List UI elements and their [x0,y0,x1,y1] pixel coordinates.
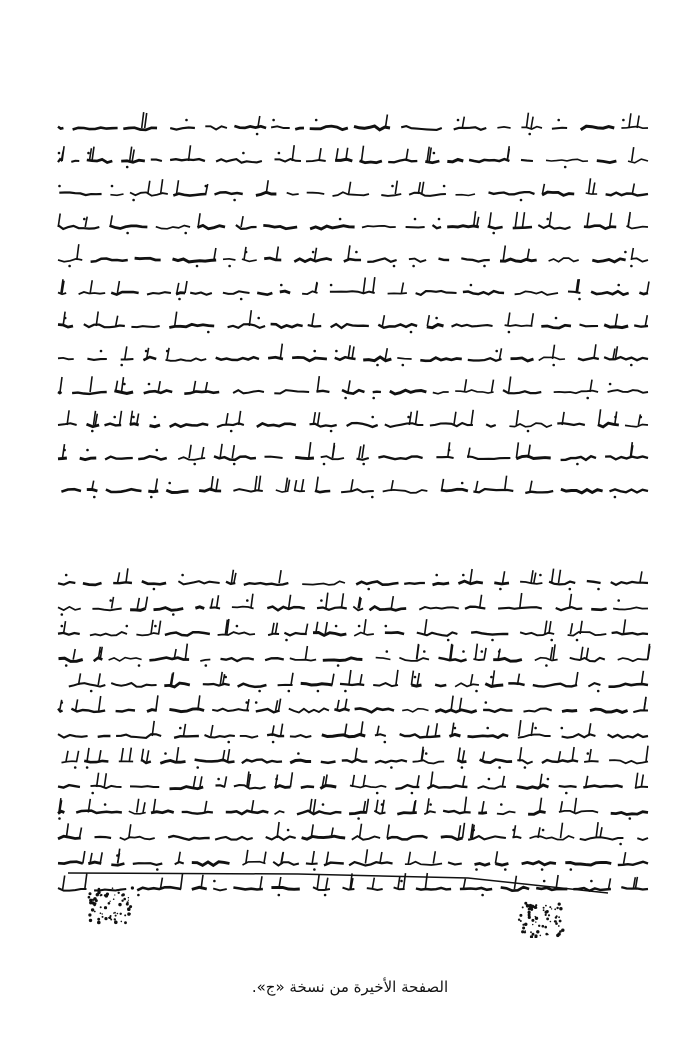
manuscript-line [58,849,648,871]
manuscript-line [58,376,648,399]
ornament [88,886,134,924]
manuscript-line [58,568,648,590]
manuscript-line [58,277,649,300]
manuscript-line [58,619,648,641]
manuscript-line [58,344,648,367]
manuscript-line [58,822,648,845]
manuscript-line [58,442,648,465]
manuscript-line [58,593,648,616]
page-caption: الصفحة الأخيرة من نسخة «ج». [251,978,449,996]
manuscript-line [69,670,648,692]
manuscript-line [59,644,650,667]
manuscript-line [58,695,648,712]
manuscript-line [58,112,648,135]
manuscript-line [58,797,648,820]
manuscript-line [58,409,648,432]
manuscript-line [61,476,648,499]
manuscript-line [58,720,648,743]
handwriting-scan [48,108,658,938]
manuscript-line [58,211,648,234]
manuscript-line [58,145,648,168]
manuscript-line [58,772,648,795]
manuscript-line [58,178,648,201]
manuscript-line [58,873,648,896]
manuscript-line [58,244,648,267]
ornament [518,902,565,938]
manuscript-page-image [48,108,658,938]
manuscript-line [62,746,649,769]
manuscript-line [58,310,648,333]
